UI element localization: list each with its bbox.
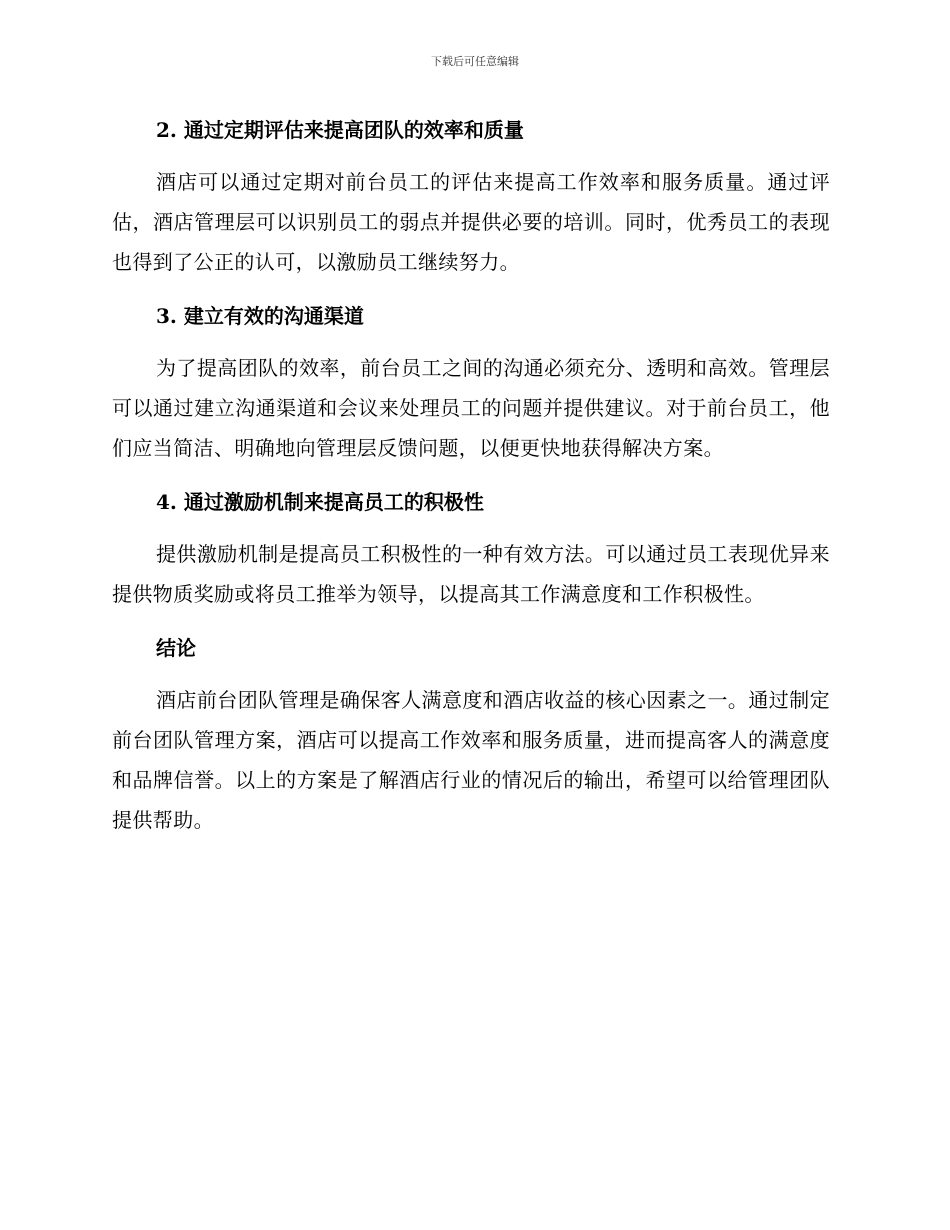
section-paragraph-4: 提供激励机制是提高员工积极性的一种有效方法。可以通过员工表现优异来提供物质奖励或将员工推举为领导，以提高其工作满意度和工作积极性。 bbox=[112, 542, 830, 606]
section-heading-3: 3. 建立有效的沟通渠道 bbox=[156, 304, 364, 328]
section-heading-4: 4. 通过激励机制来提高员工的积极性 bbox=[156, 490, 484, 514]
document-body bbox=[112, 110, 830, 854]
conclusion-heading: 结论 bbox=[156, 636, 196, 660]
header-note: 下载后可任意编辑 bbox=[431, 55, 519, 68]
conclusion-paragraph: 酒店前台团队管理是确保客人满意度和酒店收益的核心因素之一。通过制定前台团队管理方案，酒店可以提高工作效率和服务质量，进而提高客人的满意度和品牌信誉。以上的方案是了解酒店行业的情况后的输出，希望可以给管理团队提供帮助。 bbox=[112, 688, 830, 832]
section-paragraph-3: 为了提高团队的效率，前台员工之间的沟通必须充分、透明和高效。管理层可以通过建立沟通渠道和会议来处理员工的问题并提供建议。对于前台员工，他们应当简洁、明确地向管理层反馈问题，以便更快地获得解决方案。 bbox=[112, 356, 830, 460]
section-heading-2: 2. 通过定期评估来提高团队的效率和质量 bbox=[156, 118, 524, 142]
section-paragraph-2: 酒店可以通过定期对前台员工的评估来提高工作效率和服务质量。通过评估，酒店管理层可以识别员工的弱点并提供必要的培训。同时，优秀员工的表现也得到了公正的认可，以激励员工继续努力。 bbox=[112, 170, 830, 274]
